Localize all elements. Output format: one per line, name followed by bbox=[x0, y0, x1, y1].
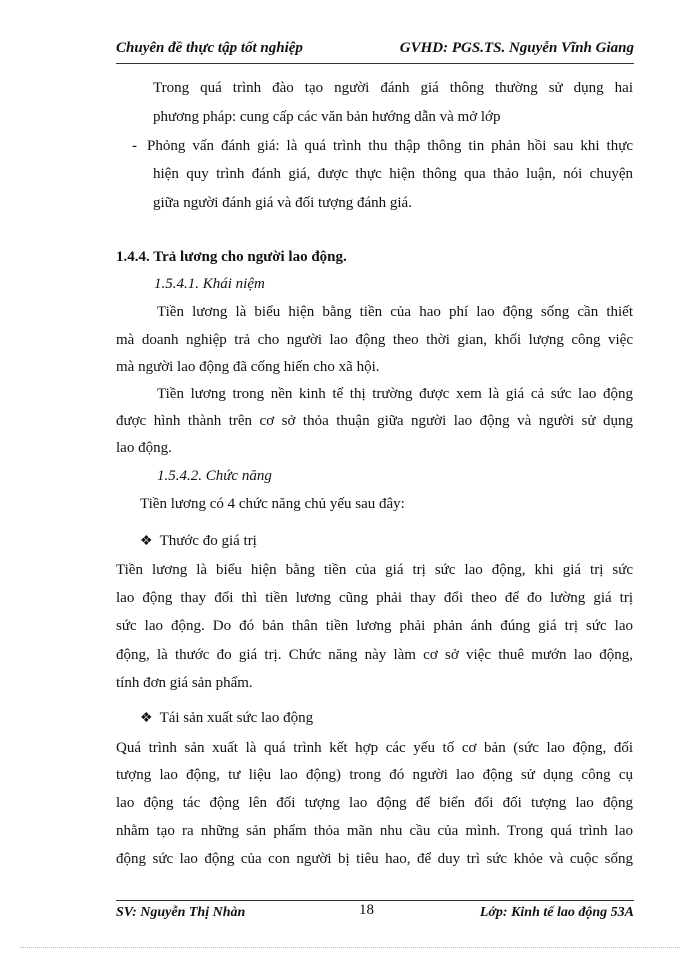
subsection-heading: 1.5.4.2. Chức năng bbox=[157, 468, 272, 484]
text-line: lao động thay đổi thì tiền lương cũng phải thay đổi theo để đo lường giá trị bbox=[116, 590, 633, 606]
text-line: Quá trình sản xuất là quá trình kết hợp các yếu tố cơ bản (sức lao động, đối bbox=[116, 740, 633, 756]
text-line: Tiền lương là biểu hiện bằng tiền của hao phí lao động sống cần thiết bbox=[157, 304, 633, 320]
page-number: 18 bbox=[359, 902, 374, 918]
text-line: phương pháp: cung cấp các văn bản hướng dẫn và mở lớp bbox=[153, 109, 501, 125]
header-left: Chuyên đề thực tập tốt nghiệp bbox=[116, 40, 303, 56]
header-right: GVHD: PGS.TS. Nguyễn Vĩnh Giang bbox=[399, 40, 634, 56]
header-rule bbox=[116, 63, 634, 64]
text-line: Tiền lương là biểu hiện bằng tiền của giá trị sức lao động, khi giá trị sức bbox=[116, 562, 633, 578]
text-line: mà người lao động đã cống hiến cho xã hội. bbox=[116, 359, 380, 375]
text-line: Tiền lương có 4 chức năng chủ yếu sau đây: bbox=[140, 496, 405, 512]
text-line: Trong quá trình đào tạo người đánh giá thông thường sử dụng hai bbox=[153, 80, 633, 96]
text-line: động sức lao động của con người bị tiêu hao, để duy trì sức khỏe và cuộc sống bbox=[116, 851, 633, 867]
footer-rule bbox=[116, 900, 634, 901]
text-line: giữa người đánh giá và đối tượng đánh giá. bbox=[153, 195, 412, 211]
footer-left: SV: Nguyễn Thị Nhàn bbox=[116, 905, 246, 920]
section-heading: 1.4.4. Trả lương cho người lao động. bbox=[116, 249, 347, 265]
text-line: tượng lao động, tư liệu lao động) trong đó người lao động sử dụng công cụ bbox=[116, 767, 633, 783]
dash-marker: - bbox=[132, 138, 137, 154]
text-line: Tiền lương trong nền kinh tế thị trường được xem là giá cả sức lao động bbox=[157, 386, 633, 402]
text-line: hiện quy trình đánh giá, được thực hiện thông qua thảo luận, nói chuyện bbox=[153, 166, 633, 182]
page-header bbox=[116, 40, 634, 62]
text-line: Phỏng vấn đánh giá: là quá trình thu thập thông tin phản hồi sau khi thực bbox=[147, 138, 633, 154]
text-line: được hình thành trên cơ sở thỏa thuận giữa người lao động và người sử dụng bbox=[116, 413, 633, 429]
text-line: lao động tác động lên đối tượng lao động để biến đổi đối tượng lao động bbox=[116, 795, 633, 811]
page-footer bbox=[116, 902, 634, 927]
footer-right: Lớp: Kinh tế lao động 53A bbox=[479, 905, 634, 920]
text-line: lao động. bbox=[116, 440, 172, 456]
bullet-item bbox=[140, 533, 257, 550]
text-line: nhằm tạo ra những sản phẩm thỏa mãn nhu cầu của mình. Trong quá trình lao bbox=[116, 823, 633, 839]
bullet-label: Thước đo giá trị bbox=[159, 533, 257, 549]
diamond-bullet-icon: ❖ bbox=[140, 534, 153, 549]
diamond-bullet-icon: ❖ bbox=[140, 711, 153, 726]
text-line: động, là thước đo giá trị. Chức năng này làm cơ sở việc thuê mướn lao động, bbox=[116, 647, 633, 663]
text-line: sức lao động. Do đó bản thân tiền lương phải phản ánh đúng giá trị sức lao bbox=[116, 618, 633, 634]
subsection-heading: 1.5.4.1. Khái niệm bbox=[154, 276, 265, 292]
bullet-item bbox=[140, 710, 313, 727]
text-line: mà doanh nghiệp trả cho người lao động theo thời gian, khối lượng công việc bbox=[116, 332, 633, 348]
bullet-label: Tái sản xuất sức lao động bbox=[159, 710, 314, 726]
text-line: tính đơn giá sản phẩm. bbox=[116, 675, 253, 691]
page-boundary bbox=[20, 947, 680, 948]
